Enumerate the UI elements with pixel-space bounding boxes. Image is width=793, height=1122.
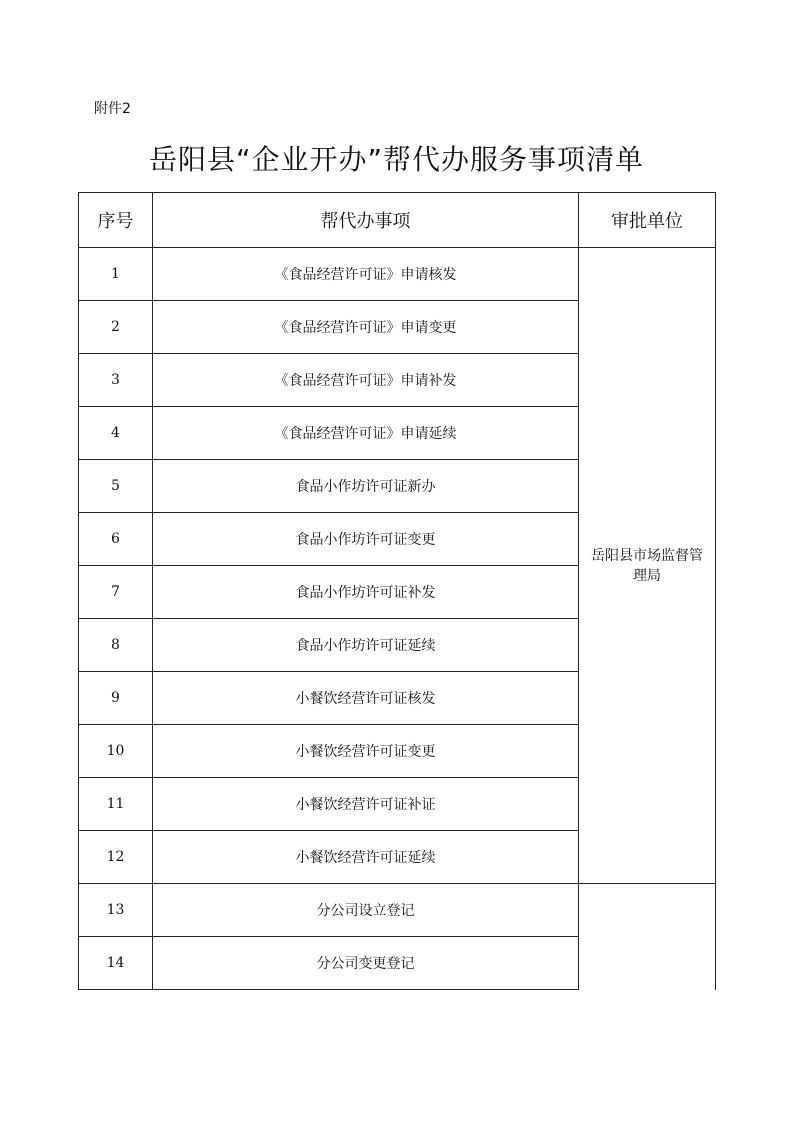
attachment-label: 附件2 bbox=[94, 101, 131, 117]
service-items-table bbox=[78, 192, 715, 990]
row-number: 11 bbox=[79, 778, 153, 831]
row-number: 12 bbox=[79, 831, 153, 884]
row-number: 13 bbox=[79, 884, 153, 937]
row-number: 3 bbox=[79, 354, 153, 407]
row-item: 小餐饮经营许可证补证 bbox=[153, 778, 579, 831]
row-item: 小餐饮经营许可证延续 bbox=[153, 831, 579, 884]
row-number: 1 bbox=[79, 248, 153, 301]
row-number: 4 bbox=[79, 407, 153, 460]
row-item: 《食品经营许可证》申请变更 bbox=[153, 301, 579, 354]
row-item: 食品小作坊许可证补发 bbox=[153, 566, 579, 619]
row-number: 5 bbox=[79, 460, 153, 513]
row-number: 14 bbox=[79, 937, 153, 990]
header-authority: 审批单位 bbox=[579, 193, 716, 248]
row-number: 9 bbox=[79, 672, 153, 725]
table-row bbox=[79, 884, 716, 937]
row-number: 10 bbox=[79, 725, 153, 778]
authority-cell: 岳阳县市场监督管理局 bbox=[579, 248, 716, 884]
row-number: 2 bbox=[79, 301, 153, 354]
row-item: 食品小作坊许可证新办 bbox=[153, 460, 579, 513]
row-item: 小餐饮经营许可证核发 bbox=[153, 672, 579, 725]
table-row bbox=[79, 248, 716, 301]
header-number: 序号 bbox=[79, 193, 153, 248]
row-item: 小餐饮经营许可证变更 bbox=[153, 725, 579, 778]
row-item: 分公司变更登记 bbox=[153, 937, 579, 990]
row-item: 食品小作坊许可证延续 bbox=[153, 619, 579, 672]
row-number: 7 bbox=[79, 566, 153, 619]
row-number: 6 bbox=[79, 513, 153, 566]
table-header-row bbox=[79, 193, 716, 248]
row-item: 《食品经营许可证》申请补发 bbox=[153, 354, 579, 407]
row-item: 《食品经营许可证》申请延续 bbox=[153, 407, 579, 460]
authority-cell bbox=[579, 884, 716, 990]
row-item: 分公司设立登记 bbox=[153, 884, 579, 937]
header-item: 帮代办事项 bbox=[153, 193, 579, 248]
document-title: 岳阳县“企业开办”帮代办服务事项清单 bbox=[148, 143, 644, 176]
row-item: 《食品经营许可证》申请核发 bbox=[153, 248, 579, 301]
row-number: 8 bbox=[79, 619, 153, 672]
row-item: 食品小作坊许可证变更 bbox=[153, 513, 579, 566]
